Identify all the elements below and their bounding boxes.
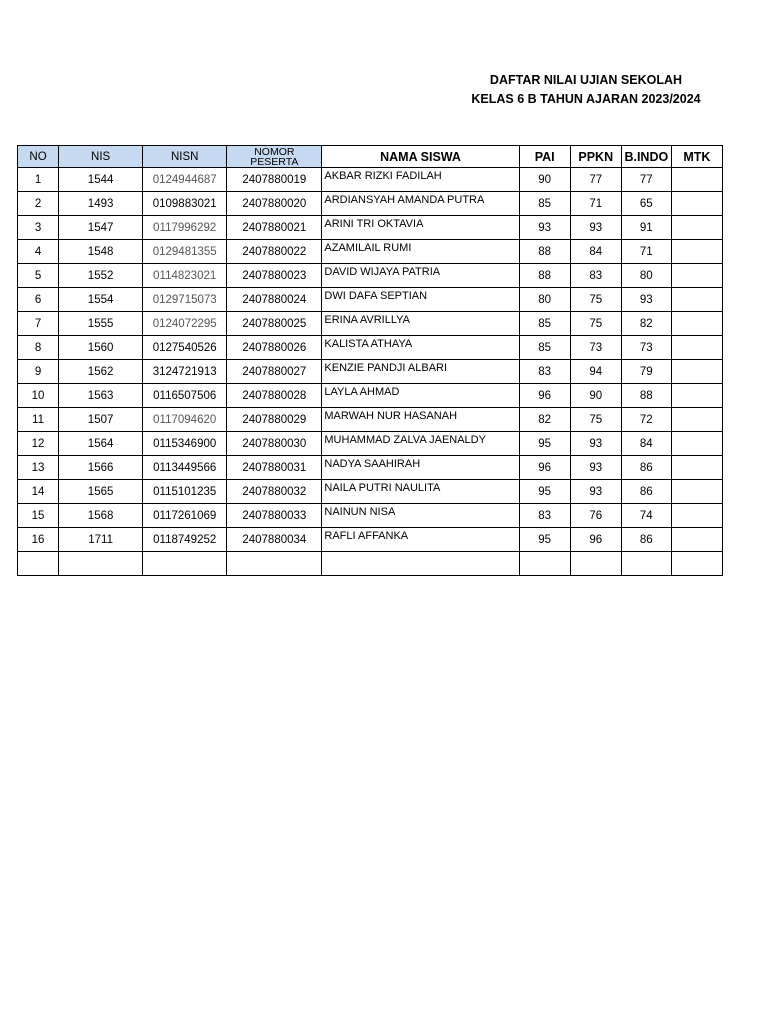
cell-ppkn: 75 xyxy=(570,288,621,312)
cell-nisn: 0129481355 xyxy=(143,240,227,264)
table-row xyxy=(18,192,723,216)
cell-bindo: 74 xyxy=(621,504,671,528)
table-row xyxy=(18,240,723,264)
cell-bindo: 84 xyxy=(621,432,671,456)
cell-nomor-peserta: 2407880033 xyxy=(227,504,322,528)
cell-no: 2 xyxy=(18,192,59,216)
cell-bindo: 86 xyxy=(621,456,671,480)
cell-ppkn: 93 xyxy=(570,456,621,480)
cell-ppkn: 76 xyxy=(570,504,621,528)
cell-bindo: 79 xyxy=(621,360,671,384)
cell-pai: 88 xyxy=(519,264,570,288)
cell-bindo: 91 xyxy=(621,216,671,240)
cell-mtk xyxy=(671,288,722,312)
cell-mtk xyxy=(671,456,722,480)
cell-nama-siswa: MUHAMMAD ZALVA JAENALDY xyxy=(322,432,519,456)
cell-nis: 1568 xyxy=(59,504,143,528)
cell-mtk xyxy=(671,240,722,264)
cell-no: 16 xyxy=(18,528,59,552)
cell-mtk xyxy=(671,192,722,216)
cell-no: 10 xyxy=(18,384,59,408)
cell-ppkn: 71 xyxy=(570,192,621,216)
cell-bindo: 82 xyxy=(621,312,671,336)
cell-nama-siswa xyxy=(322,552,519,576)
cell-ppkn: 77 xyxy=(570,168,621,192)
title-line-2: KELAS 6 B TAHUN AJARAN 2023/2024 xyxy=(471,92,701,106)
cell-nis xyxy=(59,552,143,576)
cell-nis: 1560 xyxy=(59,336,143,360)
cell-no xyxy=(18,552,59,576)
cell-nisn: 0117094620 xyxy=(143,408,227,432)
cell-nomor-peserta: 2407880027 xyxy=(227,360,322,384)
header-nomor-peserta-line-2: PESERTA xyxy=(250,155,299,168)
cell-nomor-peserta: 2407880019 xyxy=(227,168,322,192)
cell-nama-siswa: AZAMILAIL RUMI xyxy=(322,240,519,264)
cell-no: 12 xyxy=(18,432,59,456)
cell-nis: 1507 xyxy=(59,408,143,432)
table-body xyxy=(18,168,723,576)
cell-nama-siswa: NAILA PUTRI NAULITA xyxy=(322,480,519,504)
cell-nisn: 0117261069 xyxy=(143,504,227,528)
cell-mtk xyxy=(671,504,722,528)
cell-pai: 96 xyxy=(519,456,570,480)
cell-pai: 93 xyxy=(519,216,570,240)
cell-bindo xyxy=(621,552,671,576)
cell-bindo: 77 xyxy=(621,168,671,192)
header-no: NO xyxy=(18,146,59,168)
cell-nama-siswa: ARINI TRI OKTAVIA xyxy=(322,216,519,240)
cell-pai: 85 xyxy=(519,336,570,360)
cell-nisn: 0114823021 xyxy=(143,264,227,288)
cell-nama-siswa: NADYA SAAHIRAH xyxy=(322,456,519,480)
cell-ppkn xyxy=(570,552,621,576)
cell-nama-siswa: DAVID WIJAYA PATRIA xyxy=(322,264,519,288)
cell-nama-siswa: AKBAR RIZKI FADILAH xyxy=(322,168,519,192)
cell-nama-siswa: RAFLI AFFANKA xyxy=(322,528,519,552)
table-row xyxy=(18,432,723,456)
cell-bindo: 86 xyxy=(621,528,671,552)
table-row xyxy=(18,408,723,432)
cell-nisn: 0109883021 xyxy=(143,192,227,216)
table-row xyxy=(18,480,723,504)
cell-nomor-peserta: 2407880024 xyxy=(227,288,322,312)
table-row-empty xyxy=(18,552,723,576)
cell-ppkn: 96 xyxy=(570,528,621,552)
cell-ppkn: 94 xyxy=(570,360,621,384)
cell-no: 7 xyxy=(18,312,59,336)
table-row xyxy=(18,216,723,240)
cell-nama-siswa: ARDIANSYAH AMANDA PUTRA xyxy=(322,192,519,216)
cell-nisn xyxy=(143,552,227,576)
cell-bindo: 88 xyxy=(621,384,671,408)
cell-no: 9 xyxy=(18,360,59,384)
header-nomor-peserta-line-1: NOMOR xyxy=(254,145,295,158)
cell-nisn: 0124944687 xyxy=(143,168,227,192)
cell-nomor-peserta: 2407880023 xyxy=(227,264,322,288)
table-row xyxy=(18,528,723,552)
cell-ppkn: 90 xyxy=(570,384,621,408)
cell-nisn: 0117996292 xyxy=(143,216,227,240)
cell-pai: 85 xyxy=(519,192,570,216)
cell-pai: 83 xyxy=(519,504,570,528)
cell-nama-siswa: KENZIE PANDJI ALBARI xyxy=(322,360,519,384)
cell-nomor-peserta: 2407880021 xyxy=(227,216,322,240)
cell-mtk xyxy=(671,264,722,288)
cell-nama-siswa: NAINUN NISA xyxy=(322,504,519,528)
cell-mtk xyxy=(671,528,722,552)
cell-no: 6 xyxy=(18,288,59,312)
cell-nis: 1562 xyxy=(59,360,143,384)
cell-nis: 1563 xyxy=(59,384,143,408)
cell-nomor-peserta: 2407880020 xyxy=(227,192,322,216)
cell-nomor-peserta: 2407880029 xyxy=(227,408,322,432)
cell-mtk xyxy=(671,480,722,504)
cell-pai: 88 xyxy=(519,240,570,264)
cell-nisn: 0129715073 xyxy=(143,288,227,312)
table-row xyxy=(18,384,723,408)
cell-nomor-peserta: 2407880028 xyxy=(227,384,322,408)
cell-nis: 1566 xyxy=(59,456,143,480)
table-row xyxy=(18,504,723,528)
table-row xyxy=(18,264,723,288)
cell-no: 15 xyxy=(18,504,59,528)
cell-pai: 95 xyxy=(519,480,570,504)
cell-ppkn: 93 xyxy=(570,432,621,456)
cell-bindo: 86 xyxy=(621,480,671,504)
cell-nomor-peserta: 2407880032 xyxy=(227,480,322,504)
cell-mtk xyxy=(671,216,722,240)
table-row xyxy=(18,312,723,336)
cell-bindo: 80 xyxy=(621,264,671,288)
cell-mtk xyxy=(671,552,722,576)
cell-nisn: 0113449566 xyxy=(143,456,227,480)
cell-pai: 83 xyxy=(519,360,570,384)
cell-mtk xyxy=(671,168,722,192)
table-row xyxy=(18,360,723,384)
document-title xyxy=(430,71,742,109)
cell-nis: 1548 xyxy=(59,240,143,264)
cell-bindo: 73 xyxy=(621,336,671,360)
cell-nisn: 0115101235 xyxy=(143,480,227,504)
cell-pai: 85 xyxy=(519,312,570,336)
cell-no: 5 xyxy=(18,264,59,288)
title-line-1: DAFTAR NILAI UJIAN SEKOLAH xyxy=(489,73,683,87)
cell-nomor-peserta: 2407880034 xyxy=(227,528,322,552)
cell-nama-siswa: LAYLA AHMAD xyxy=(322,384,519,408)
cell-no: 8 xyxy=(18,336,59,360)
cell-nama-siswa: DWI DAFA SEPTIAN xyxy=(322,288,519,312)
header-mtk: MTK xyxy=(671,146,722,168)
cell-nisn: 0116507506 xyxy=(143,384,227,408)
cell-nisn: 0118749252 xyxy=(143,528,227,552)
cell-nama-siswa: ERINA AVRILLYA xyxy=(322,312,519,336)
cell-mtk xyxy=(671,384,722,408)
cell-bindo: 71 xyxy=(621,240,671,264)
cell-nomor-peserta: 2407880030 xyxy=(227,432,322,456)
cell-pai: 95 xyxy=(519,432,570,456)
cell-ppkn: 84 xyxy=(570,240,621,264)
cell-nis: 1711 xyxy=(59,528,143,552)
cell-mtk xyxy=(671,408,722,432)
cell-no: 1 xyxy=(18,168,59,192)
cell-nomor-peserta: 2407880031 xyxy=(227,456,322,480)
grades-table xyxy=(17,145,723,576)
cell-no: 3 xyxy=(18,216,59,240)
cell-no: 4 xyxy=(18,240,59,264)
cell-nis: 1544 xyxy=(59,168,143,192)
cell-nis: 1565 xyxy=(59,480,143,504)
header-ppkn: PPKN xyxy=(570,146,621,168)
cell-nisn: 3124721913 xyxy=(143,360,227,384)
cell-nis: 1564 xyxy=(59,432,143,456)
cell-nomor-peserta: 2407880022 xyxy=(227,240,322,264)
table-row xyxy=(18,168,723,192)
cell-nomor-peserta: 2407880026 xyxy=(227,336,322,360)
cell-pai xyxy=(519,552,570,576)
cell-ppkn: 83 xyxy=(570,264,621,288)
cell-pai: 90 xyxy=(519,168,570,192)
cell-no: 14 xyxy=(18,480,59,504)
cell-nis: 1547 xyxy=(59,216,143,240)
cell-nama-siswa: MARWAH NUR HASANAH xyxy=(322,408,519,432)
cell-nisn: 0124072295 xyxy=(143,312,227,336)
cell-nis: 1493 xyxy=(59,192,143,216)
table-row xyxy=(18,288,723,312)
header-pai: PAI xyxy=(519,146,570,168)
table-header-row xyxy=(18,146,723,168)
cell-nis: 1555 xyxy=(59,312,143,336)
cell-mtk xyxy=(671,360,722,384)
cell-bindo: 93 xyxy=(621,288,671,312)
cell-ppkn: 75 xyxy=(570,408,621,432)
header-bindo: B.INDO xyxy=(621,146,671,168)
cell-mtk xyxy=(671,312,722,336)
cell-nisn: 0127540526 xyxy=(143,336,227,360)
cell-ppkn: 75 xyxy=(570,312,621,336)
header-nis: NIS xyxy=(59,146,143,168)
cell-ppkn: 93 xyxy=(570,216,621,240)
cell-nis: 1554 xyxy=(59,288,143,312)
table-row xyxy=(18,336,723,360)
cell-mtk xyxy=(671,432,722,456)
cell-bindo: 72 xyxy=(621,408,671,432)
table-row xyxy=(18,456,723,480)
cell-pai: 80 xyxy=(519,288,570,312)
cell-ppkn: 93 xyxy=(570,480,621,504)
cell-mtk xyxy=(671,336,722,360)
header-nomor-peserta xyxy=(227,146,322,168)
cell-no: 11 xyxy=(18,408,59,432)
cell-nis: 1552 xyxy=(59,264,143,288)
header-nisn: NISN xyxy=(143,146,227,168)
cell-nomor-peserta xyxy=(227,552,322,576)
cell-pai: 96 xyxy=(519,384,570,408)
cell-nisn: 0115346900 xyxy=(143,432,227,456)
cell-no: 13 xyxy=(18,456,59,480)
header-nama-siswa: NAMA SISWA xyxy=(322,146,519,168)
cell-ppkn: 73 xyxy=(570,336,621,360)
cell-pai: 82 xyxy=(519,408,570,432)
cell-pai: 95 xyxy=(519,528,570,552)
cell-nomor-peserta: 2407880025 xyxy=(227,312,322,336)
cell-nama-siswa: KALISTA ATHAYA xyxy=(322,336,519,360)
cell-bindo: 65 xyxy=(621,192,671,216)
